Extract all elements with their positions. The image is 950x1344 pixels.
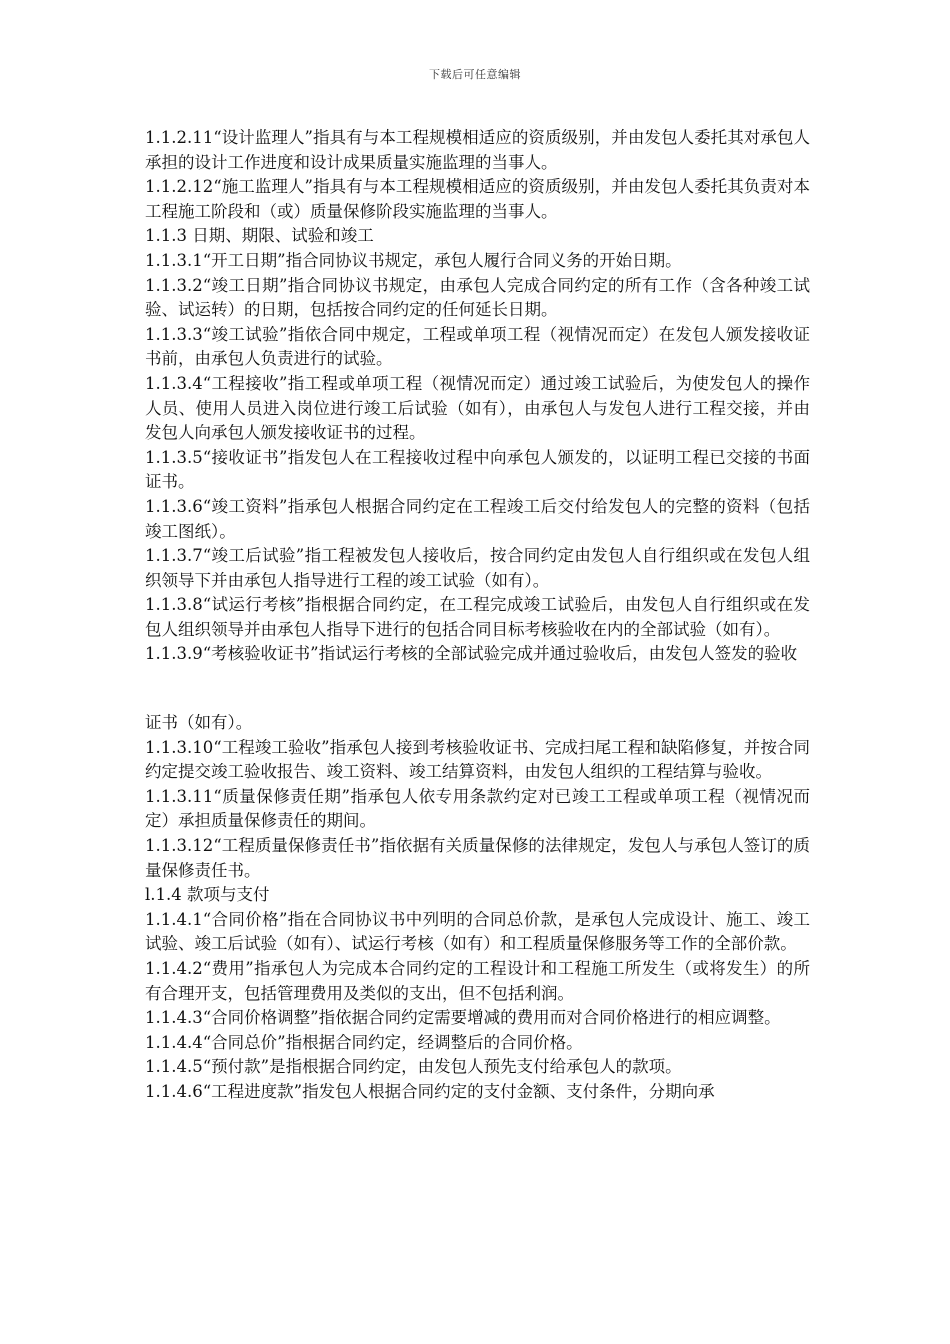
paragraph: 1.1.4.2“费用”指承包人为完成本合同约定的工程设计和工程施工所发生（或将发生）的所有合理开支，包括管理费用及类似的支出，但不包括利润。 (145, 959, 810, 1003)
paragraph: 证书（如有）。 (145, 713, 253, 733)
paragraph: 1.1.3.12“工程质量保修责任书”指依据有关质量保修的法律规定，发包人与承包人签订的质量保修责任书。 (145, 836, 810, 880)
paragraph: 1.1.4.6“工程进度款”指发包人根据合同约定的支付金额、支付条件，分期向承 (145, 1081, 715, 1101)
paragraph: 1.1.4.5“预付款”是指根据合同约定，由发包人预先支付给承包人的款项。 (145, 1057, 682, 1077)
paragraph: 1.1.3.1“开工日期”指合同协议书规定，承包人履行合同义务的开始日期。 (145, 250, 682, 270)
paragraph: 1.1.2.12“施工监理人”指具有与本工程规模相适应的资质级别，并由发包人委托其负责对本工程施工阶段和（或）质量保修阶段实施监理的当事人。 (145, 177, 810, 221)
paragraph: 1.1.3.3“竣工试验”指依合同中规定，工程或单项工程（视情况而定）在发包人颁发接收证书前，由承包人负责进行的试验。 (145, 324, 810, 369)
paragraph: 1.1.3.5“接收证书”指发包人在工程接收过程中向承包人颁发的，以证明工程已交接的书面证书。 (145, 447, 810, 492)
paragraph: 1.1.3.9“考核验收证书”指试运行考核的全部试验完成并通过验收后，由发包人签发的验收 (145, 644, 798, 664)
paragraph: 1.1.4.1“合同价格”指在合同协议书中列明的合同总价款，是承包人完成设计、施工、竣工试验、竣工后试验（如有）、试运行考核（如有）和工程质量保修服务等工作的全部价款。 (145, 909, 810, 954)
paragraph: 1.1.3.10“工程竣工验收”指承包人接到考核验收证书、完成扫尾工程和缺陷修复，并按合同约定提交竣工验收报告、竣工资料、竣工结算资料，由发包人组织的工程结算与验收。 (145, 737, 810, 782)
paragraph: 1.1.4.4“合同总价”指根据合同约定，经调整后的合同价格。 (145, 1032, 583, 1052)
paragraph: 1.1.3.4“工程接收”指工程或单项工程（视情况而定）通过竣工试验后，为使发包人的操作人员、使用人员进入岗位进行竣工后试验（如有），由承包人与发包人进行工程交接，并由发包人向承包人颁发接收证书的过程。 (145, 373, 810, 443)
document-body (145, 126, 810, 1105)
paragraph: 1.1.3.7“竣工后试验”指工程被发包人接收后，按合同约定由发包人自行组织或在发包人组织领导下并由承包人指导进行工程的竣工试验（如有）。 (145, 546, 810, 590)
paragraph: 1.1.3.6“竣工资料”指承包人根据合同约定在工程竣工后交付给发包人的完整的资料（包括竣工图纸）。 (145, 496, 810, 541)
paragraph: 1.1.3.11“质量保修责任期”指承包人依专用条款约定对已竣工工程或单项工程（视情况而定）承担质量保修责任的期间。 (145, 786, 810, 831)
section-heading: 1.1.3 日期、期限、试验和竣工 (145, 226, 374, 246)
paragraph: 1.1.4.3“合同价格调整”指依据合同约定需要增减的费用而对合同价格进行的相应调整。 (145, 1008, 781, 1028)
paragraph: 1.1.2.11“设计监理人”指具有与本工程规模相适应的资质级别，并由发包人委托其对承包人承担的设计工作进度和设计成果质量实施监理的当事人。 (145, 128, 810, 172)
page-header: 下载后可任意编辑 (429, 68, 521, 81)
paragraph: 1.1.3.2“竣工日期”指合同协议书规定，由承包人完成合同约定的所有工作（含各种竣工试验、试运转）的日期，包括按合同约定的任何延长日期。 (145, 275, 810, 320)
page-break-gap (145, 667, 810, 711)
paragraph: 1.1.3.8“试运行考核”指根据合同约定，在工程完成竣工试验后，由发包人自行组织或在发包人组织领导并由承包人指导下进行的包括合同目标考核验收在内的全部试验（如有）。 (145, 595, 810, 639)
section-heading: l.1.4 款项与支付 (145, 885, 270, 905)
